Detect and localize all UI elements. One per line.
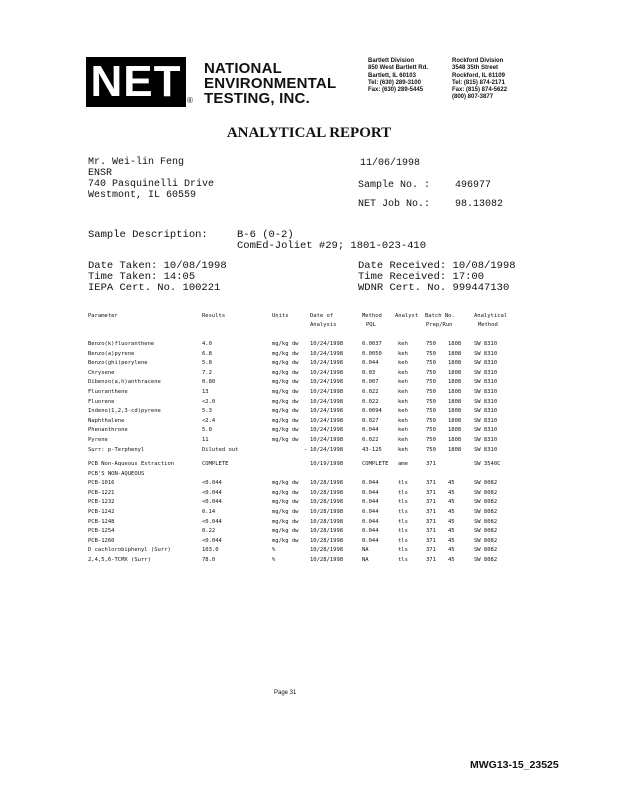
table-row: Fluorene <2.0 mg/kg dw 10/24/1998 0.022 keh 750 1808 SW 8310: [88, 398, 498, 405]
table-row: Benzo(k)fluoranthene 4.0 mg/kg dw 10/24/1998 0.0037 keh 750 1808 SW 8310: [88, 341, 498, 347]
job-no-value: 98.13082: [455, 199, 504, 210]
table-row: Phenanthrone 5.0 mg/kg dw 10/24/1998 0.044 keh 750 1808 SW 8310: [88, 427, 498, 434]
sample-dates-right: Date Received: 10/08/1998 Time Received: 17:00 WDNR Cert. No. 999447130: [358, 260, 516, 294]
table-row: PCB-1242 0.14 mg/kg dw 10/28/1998 0.044 tls 371 45 SW 8082: [88, 509, 498, 515]
table-row: PCB-1254 0.22 mg/kg dw 10/28/1998 0.044 tls 371 45 SW 8082: [88, 528, 498, 535]
bates-stamp: MWG13-15_23525: [470, 759, 559, 771]
col-header-pql: PQL: [366, 322, 376, 328]
sample-description-line-1: B-6 (0-2): [237, 229, 294, 241]
bartlett-division: Bartlett Division 850 West Bartlett Rd. Bartlett, IL 60103 Tel: (630) 289-3100 Fax: (630) 289-5445: [368, 58, 428, 94]
table-row: Pyrene 11 mg/kg dw 10/24/1998 0.022 keh 750 1808 SW 8310: [88, 437, 498, 443]
client-address: Mr. Wei-lin Feng ENSR 740 Pasquinelli Drive Westmont, IL 60559: [88, 157, 215, 201]
col-header-method-2: Method: [478, 322, 498, 328]
table-row: Surr: p-Terphenyl Diluted out - 10/24/1998 43-125 keh 750 1808 SW 8310: [88, 446, 498, 453]
table-row: PCB-1016 <0.044 mg/kg dw 10/28/1998 0.044 tls 371 45 SW 8082: [88, 480, 498, 487]
col-header-method: Method: [362, 313, 382, 319]
table-row: D cachlorobiphenyl (Surr) 103.0 % 10/28/1998 NA tls 371 45 SW 8082: [88, 547, 498, 554]
table-row: PCB-1221 <0.044 mg/kg dw 10/28/1998 0.044 tls 371 45 SW 8082: [88, 489, 498, 496]
company-name-line-2: ENVIRONMENTAL: [204, 75, 337, 92]
table-row: Benzo(a)pyrene 6.8 mg/kg dw 10/24/1998 0.0050 keh 750 1808 SW 8310: [88, 350, 498, 357]
page-number: Page 31: [274, 690, 297, 696]
col-header-batch-no: Batch No.: [425, 313, 455, 319]
col-header-results: Results: [202, 313, 226, 319]
col-header-parameter: Parameter: [88, 313, 118, 319]
table-row: Dibenzo(a,h)anthracene 0.80 mg/kg dw 10/24/1998 0.007 keh 750 1808 SW 8310: [88, 379, 498, 386]
table-row: PCB-1260 <0.044 mg/kg dw 10/28/1998 0.044 tls 371 45 SW 8082: [88, 537, 498, 544]
sample-description-label: Sample Description:: [88, 229, 208, 241]
company-name-line-3: TESTING, INC.: [204, 90, 310, 107]
company-name-line-1: NATIONAL: [204, 60, 282, 77]
table-row: Fluoranthene 13 mg/kg dw 10/24/1998 0.022 keh 750 1808 SW 8310: [88, 389, 498, 395]
table-row: PCB-1232 <0.044 mg/kg dw 10/28/1998 0.044 tls 371 45 SW 8082: [88, 499, 498, 506]
registered-mark: ®: [187, 96, 193, 105]
col-header-analyst: Analyst: [395, 313, 419, 319]
sample-no-label: Sample No. :: [358, 180, 431, 191]
table-row: 2,4,5,6-TCMX (Surr) 78.0 % 10/28/1998 NA tls 371 45 SW 8082: [88, 557, 498, 563]
sample-no-value: 496977: [455, 180, 492, 191]
table-row: Naphthalene <2.4 mg/kg dw 10/24/1998 0.027 keh 750 1808 SW 8310: [88, 417, 498, 424]
table-row: Indeno(1,2,3-cd)pyrene 5.3 mg/kg dw 10/24/1998 0.0094 keh 750 1808 SW 8310: [88, 408, 498, 415]
job-no-label: NET Job No.:: [358, 199, 431, 210]
report-date: 11/06/1998: [360, 158, 421, 169]
report-title: ANALYTICAL REPORT: [226, 125, 392, 141]
col-header-analysis: Analysis: [310, 322, 337, 328]
sample-dates-left: Date Taken: 10/08/1998 Time Taken: 14:05 IEPA Cert. No. 100221: [88, 260, 227, 294]
table-row: PCB-1248 <0.044 mg/kg dw 10/28/1998 0.044 tls 371 45 SW 8082: [88, 518, 498, 525]
rockford-division: Rockford Division 3548 35th Street Rockford, IL 61109 Tel: (815) 874-2171 Fax: (815) 874-5622 (800) 807-3877: [452, 58, 508, 101]
table-row: Benzo(ghi)perylene 5.8 mg/kg dw 10/24/1998 0.044 keh 750 1808 SW 8310: [88, 360, 498, 367]
col-header-units: Units: [272, 313, 289, 319]
col-header-date-of: Date of: [310, 313, 334, 319]
net-logo: NET: [86, 57, 186, 107]
table-row: PCB Non-Aqueous Extraction COMPLETE 10/19/1998 COMPLETE ame 371 SW 3540C: [88, 461, 501, 467]
table-row: Chrysene 7.2 mg/kg dw 10/24/1998 0.03 keh 750 1808 SW 8310: [88, 369, 498, 376]
col-header-analytical: Analytical: [474, 313, 508, 319]
col-header-prep-run: Prep/Run: [426, 322, 453, 328]
sample-description-line-2: ComEd-Joliet #29; 1801-023-410: [237, 240, 427, 252]
table-row: PCB'S NON-AQUEOUS: [88, 470, 145, 477]
